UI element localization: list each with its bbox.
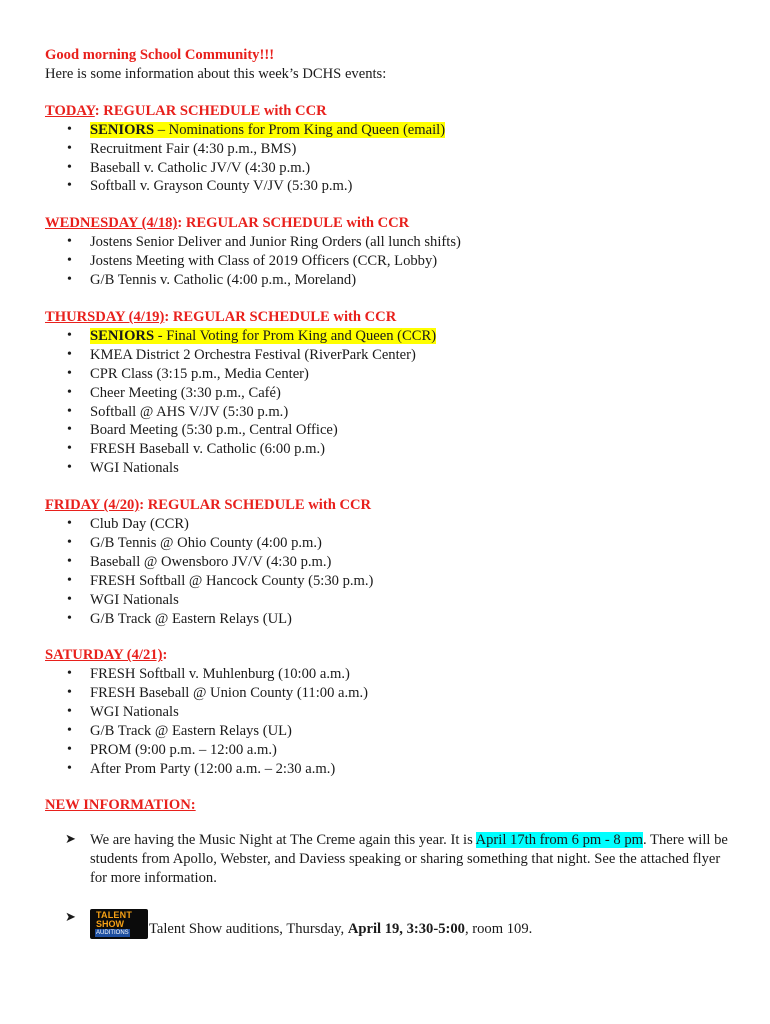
text-run: Softball v. Grayson County V/JV (5:30 p.m.) xyxy=(90,178,353,195)
schedule-label: : REGULAR SCHEDULE with CCR xyxy=(94,102,327,119)
event-item xyxy=(45,365,735,384)
day-heading xyxy=(45,308,735,327)
event-list xyxy=(45,665,735,778)
new-info-list xyxy=(45,831,735,940)
event-item xyxy=(45,459,735,478)
text-run: G/B Track @ Eastern Relays (UL) xyxy=(90,723,292,740)
text-run: PROM (9:00 p.m. – 12:00 a.m.) xyxy=(90,742,277,758)
text-run: Recruitment Fair (4:30 p.m., BMS) xyxy=(90,140,297,157)
text-run: FRESH Softball @ Hancock County (5:30 p.m.) xyxy=(90,572,374,589)
event-item xyxy=(45,327,735,346)
day-heading xyxy=(45,496,735,515)
day-section xyxy=(45,214,735,290)
day-label: THURSDAY (4/19) xyxy=(45,308,165,325)
greeting-title: Good morning School Community!!! xyxy=(45,47,275,63)
text-run: After Prom Party (12:00 a.m. – 2:30 a.m.) xyxy=(90,760,336,777)
text-run: CPR Class (3:15 p.m., Media Center) xyxy=(90,365,309,382)
day-label: SATURDAY (4/21) xyxy=(45,647,163,664)
event-item xyxy=(45,515,735,534)
day-section xyxy=(45,308,735,478)
day-label: TODAY xyxy=(45,102,95,119)
event-list xyxy=(45,515,735,628)
text-run: - Final Voting for Prom King and Queen (CCR) xyxy=(154,327,437,344)
text-run: WGI Nationals xyxy=(90,704,179,721)
talent-show-item xyxy=(45,909,735,939)
text-run: FRESH Baseball @ Union County (11:00 a.m.) xyxy=(90,685,369,702)
text-run: Cheer Meeting (3:30 p.m., Café) xyxy=(90,384,281,401)
text-run: Baseball v. Catholic JV/V (4:30 p.m.) xyxy=(90,159,311,176)
text-run: Jostens Senior Deliver and Junior Ring Orders (all lunch shifts) xyxy=(90,234,461,251)
text-run: Baseball @ Owensboro JV/V (4:30 p.m.) xyxy=(90,553,332,570)
event-item xyxy=(45,440,735,459)
event-item xyxy=(45,121,735,140)
text-run: Softball @ AHS V/JV (5:30 p.m.) xyxy=(90,403,289,420)
day-section xyxy=(45,102,735,197)
text-run: Club Day (CCR) xyxy=(90,516,189,533)
event-item xyxy=(45,177,735,196)
schedule-label: : REGULAR SCHEDULE with CCR xyxy=(164,308,397,325)
text-run: April 19, 3:30-5:00 xyxy=(347,921,465,938)
text-run: G/B Track @ Eastern Relays (UL) xyxy=(90,610,292,627)
event-item xyxy=(45,421,735,440)
event-item xyxy=(45,703,735,722)
text-run: WGI Nationals xyxy=(90,460,179,477)
text-run: . There will be students from Apollo, Webster, and Daviess speaking or sharing something that night. See the attached flyer for more information. xyxy=(90,831,728,886)
event-item xyxy=(45,346,735,365)
event-item xyxy=(45,553,735,572)
event-item xyxy=(45,252,735,271)
day-heading xyxy=(45,646,735,665)
event-list xyxy=(45,121,735,197)
day-heading xyxy=(45,214,735,233)
schedule-label: : xyxy=(162,647,168,664)
event-item xyxy=(45,233,735,252)
event-item xyxy=(45,741,735,760)
greeting-subtitle: Here is some information about this week’s DCHS events: xyxy=(45,65,387,82)
event-item xyxy=(45,665,735,684)
day-section xyxy=(45,496,735,628)
text-run: FRESH Baseball v. Catholic (6:00 p.m.) xyxy=(90,441,325,458)
event-item xyxy=(45,271,735,290)
event-item xyxy=(45,610,735,629)
event-item xyxy=(45,534,735,553)
event-item xyxy=(45,684,735,703)
text-run: FRESH Softball v. Muhlenburg (10:00 a.m.) xyxy=(90,666,350,683)
music-night-text xyxy=(90,832,728,886)
event-item xyxy=(45,384,735,403)
music-night-item xyxy=(45,831,735,888)
day-label: WEDNESDAY (4/18) xyxy=(45,215,178,232)
event-list xyxy=(45,327,735,478)
text-run: , room 109. xyxy=(464,921,533,938)
day-label: FRIDAY (4/20) xyxy=(45,497,140,514)
event-item xyxy=(45,722,735,741)
talent-show-text xyxy=(149,922,532,938)
text-run: G/B Tennis @ Ohio County (4:00 p.m.) xyxy=(90,534,322,551)
schedule-sections xyxy=(45,102,735,779)
day-heading xyxy=(45,102,735,121)
text-run: April 17th from 6 pm - 8 pm xyxy=(475,831,644,848)
event-item xyxy=(45,140,735,159)
document-page xyxy=(45,46,735,939)
arrow-bullet-icon: ➤ xyxy=(65,831,76,847)
text-run: We are having the Music Night at The Creme again this year. It is xyxy=(90,831,476,848)
new-info-heading: NEW INFORMATION: xyxy=(45,796,196,813)
arrow-bullet-icon: ➤ xyxy=(65,910,76,926)
event-item xyxy=(45,591,735,610)
text-run: Jostens Meeting with Class of 2019 Officers (CCR, Lobby) xyxy=(90,253,438,270)
text-run: – Nominations for Prom King and Queen (email) xyxy=(154,121,446,138)
text-run: SENIORS xyxy=(90,327,155,344)
text-run: Board Meeting (5:30 p.m., Central Office) xyxy=(90,422,338,439)
event-item xyxy=(45,159,735,178)
schedule-label: : REGULAR SCHEDULE with CCR xyxy=(139,497,372,514)
day-section xyxy=(45,646,735,778)
event-item xyxy=(45,403,735,422)
event-item xyxy=(45,572,735,591)
schedule-label: : REGULAR SCHEDULE with CCR xyxy=(177,215,410,232)
text-run: Talent Show auditions, Thursday, xyxy=(149,921,348,938)
text-run: KMEA District 2 Orchestra Festival (RiverPark Center) xyxy=(90,346,416,363)
event-list xyxy=(45,233,735,290)
text-run: WGI Nationals xyxy=(90,591,179,608)
text-run: SENIORS xyxy=(90,121,155,138)
event-item xyxy=(45,760,735,779)
talent-show-logo: TALENT SHOW AUDITIONS xyxy=(90,909,148,939)
text-run: G/B Tennis v. Catholic (4:00 p.m., Moreland) xyxy=(90,272,357,289)
